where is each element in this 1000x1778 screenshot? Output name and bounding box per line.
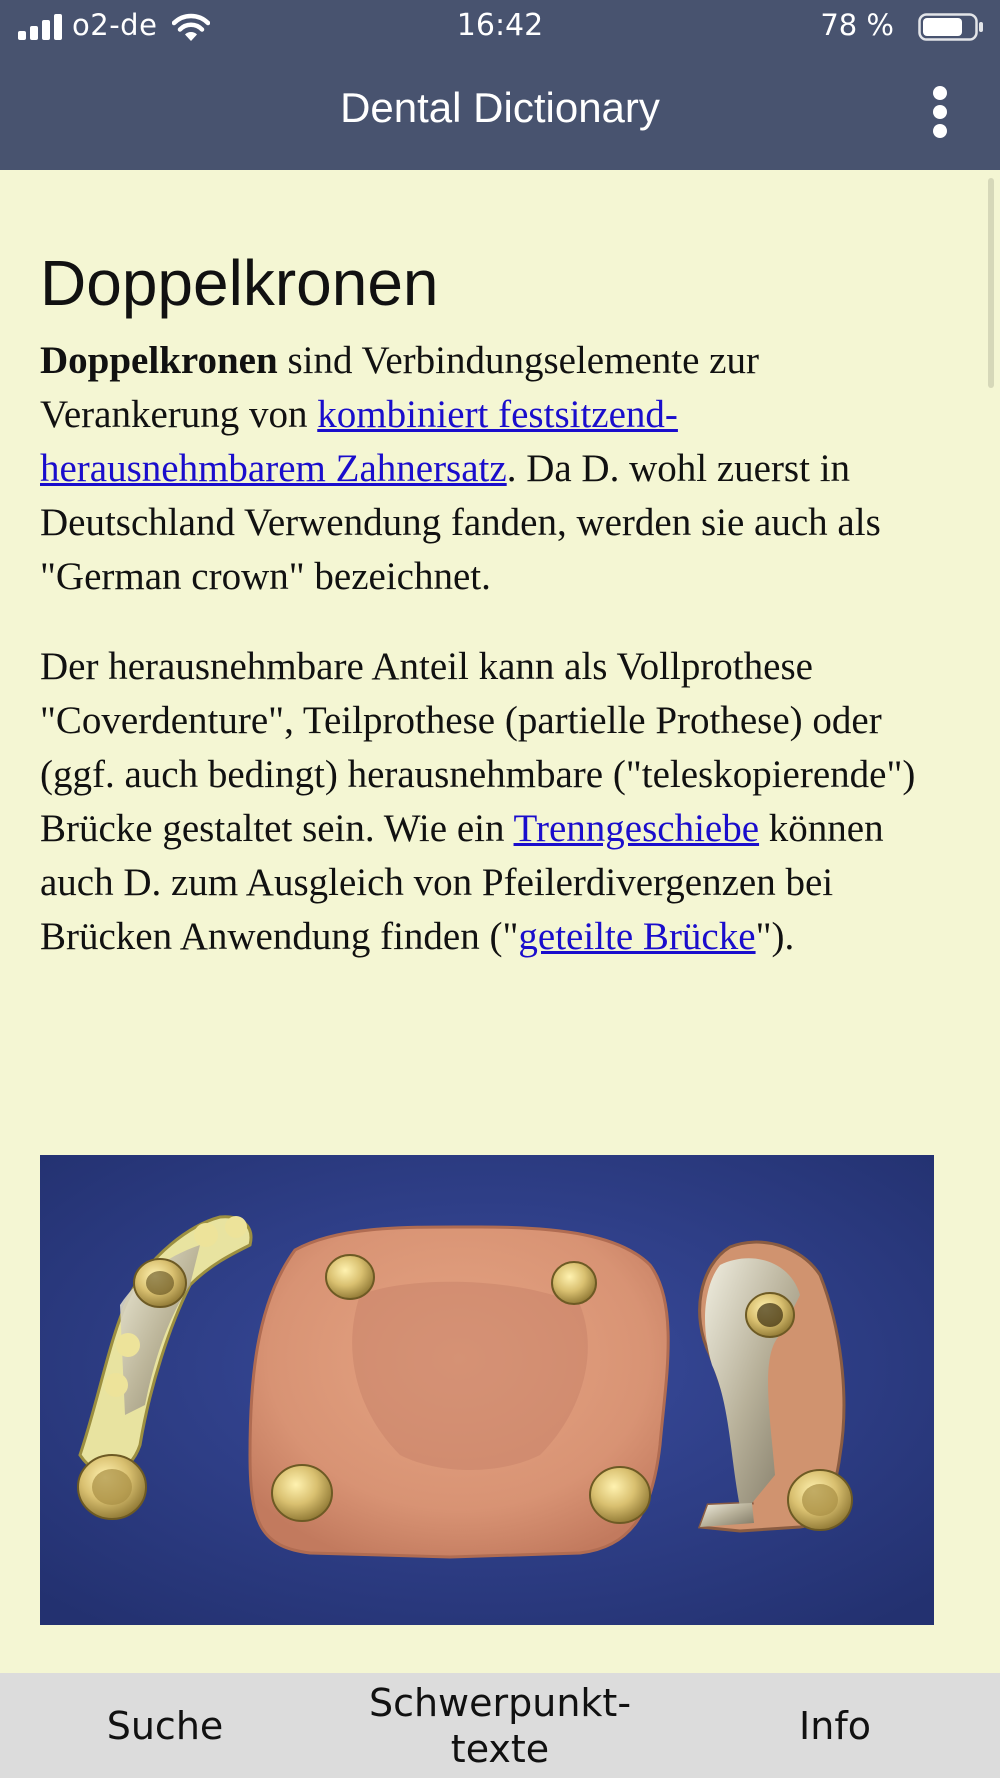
tab-label-line: texte <box>450 1726 550 1771</box>
tab-label-line: Schwerpunkt- <box>368 1680 632 1725</box>
bold-term: Doppelkronen <box>40 339 278 382</box>
battery-percentage: 78 % <box>820 8 894 42</box>
link-kombiniert-zahnersatz[interactable]: kombiniert festsitzend-herausnehmbarem Zahnersatz <box>40 393 678 490</box>
tab-label: Suche <box>106 1703 224 1748</box>
link-trenngeschiebe[interactable]: Trenngeschiebe <box>513 807 760 850</box>
tab-label <box>369 1680 631 1772</box>
paragraph-1 <box>40 334 950 604</box>
photo-illustration <box>40 1155 934 1625</box>
clock: 16:42 <box>456 8 544 43</box>
dental-prosthesis-photo <box>40 1155 934 1625</box>
battery-icon <box>918 13 984 41</box>
article-body <box>40 334 950 1000</box>
tab-search[interactable] <box>40 1673 290 1778</box>
text: Der herausnehmbare Anteil kann als Vollprothese "Coverdenture", Teilprothese (partielle Prothese) oder (ggf. auch bedingt) herausnehmbare ("teleskopierende") Brücke gestaltet sein. Wie ein <box>40 645 916 850</box>
more-vertical-icon[interactable] <box>920 82 960 142</box>
carrier-label: o2-de <box>72 8 158 42</box>
text: sind Verbindungselemente zur Verankerung von <box>40 339 759 436</box>
menu-dot <box>933 124 947 138</box>
menu-dot <box>933 105 947 119</box>
status-bar <box>0 0 1000 54</box>
text: können auch D. zum Ausgleich von Pfeilerdivergenzen bei Brücken Anwendung finden (" <box>40 807 884 958</box>
text: "). <box>755 915 795 958</box>
text: . Da D. wohl zuerst in Deutschland Verwendung fanden, werden sie auch als "German crown" bezeichnet. <box>40 447 881 598</box>
scrollbar[interactable] <box>988 178 994 388</box>
link-geteilte-bruecke[interactable]: geteilte Brücke <box>518 915 756 958</box>
tab-schwerpunkttexte[interactable] <box>340 1673 660 1778</box>
app-title: Dental Dictionary <box>340 84 660 131</box>
paragraph-2 <box>40 640 950 964</box>
page-title: Doppelkronen <box>40 247 439 319</box>
article-view[interactable] <box>0 170 1000 1673</box>
tab-info[interactable] <box>710 1673 960 1778</box>
tab-label: Info <box>799 1703 871 1748</box>
bottom-tab-bar <box>0 1673 1000 1778</box>
app-header <box>0 0 1000 170</box>
menu-dot <box>933 86 947 100</box>
